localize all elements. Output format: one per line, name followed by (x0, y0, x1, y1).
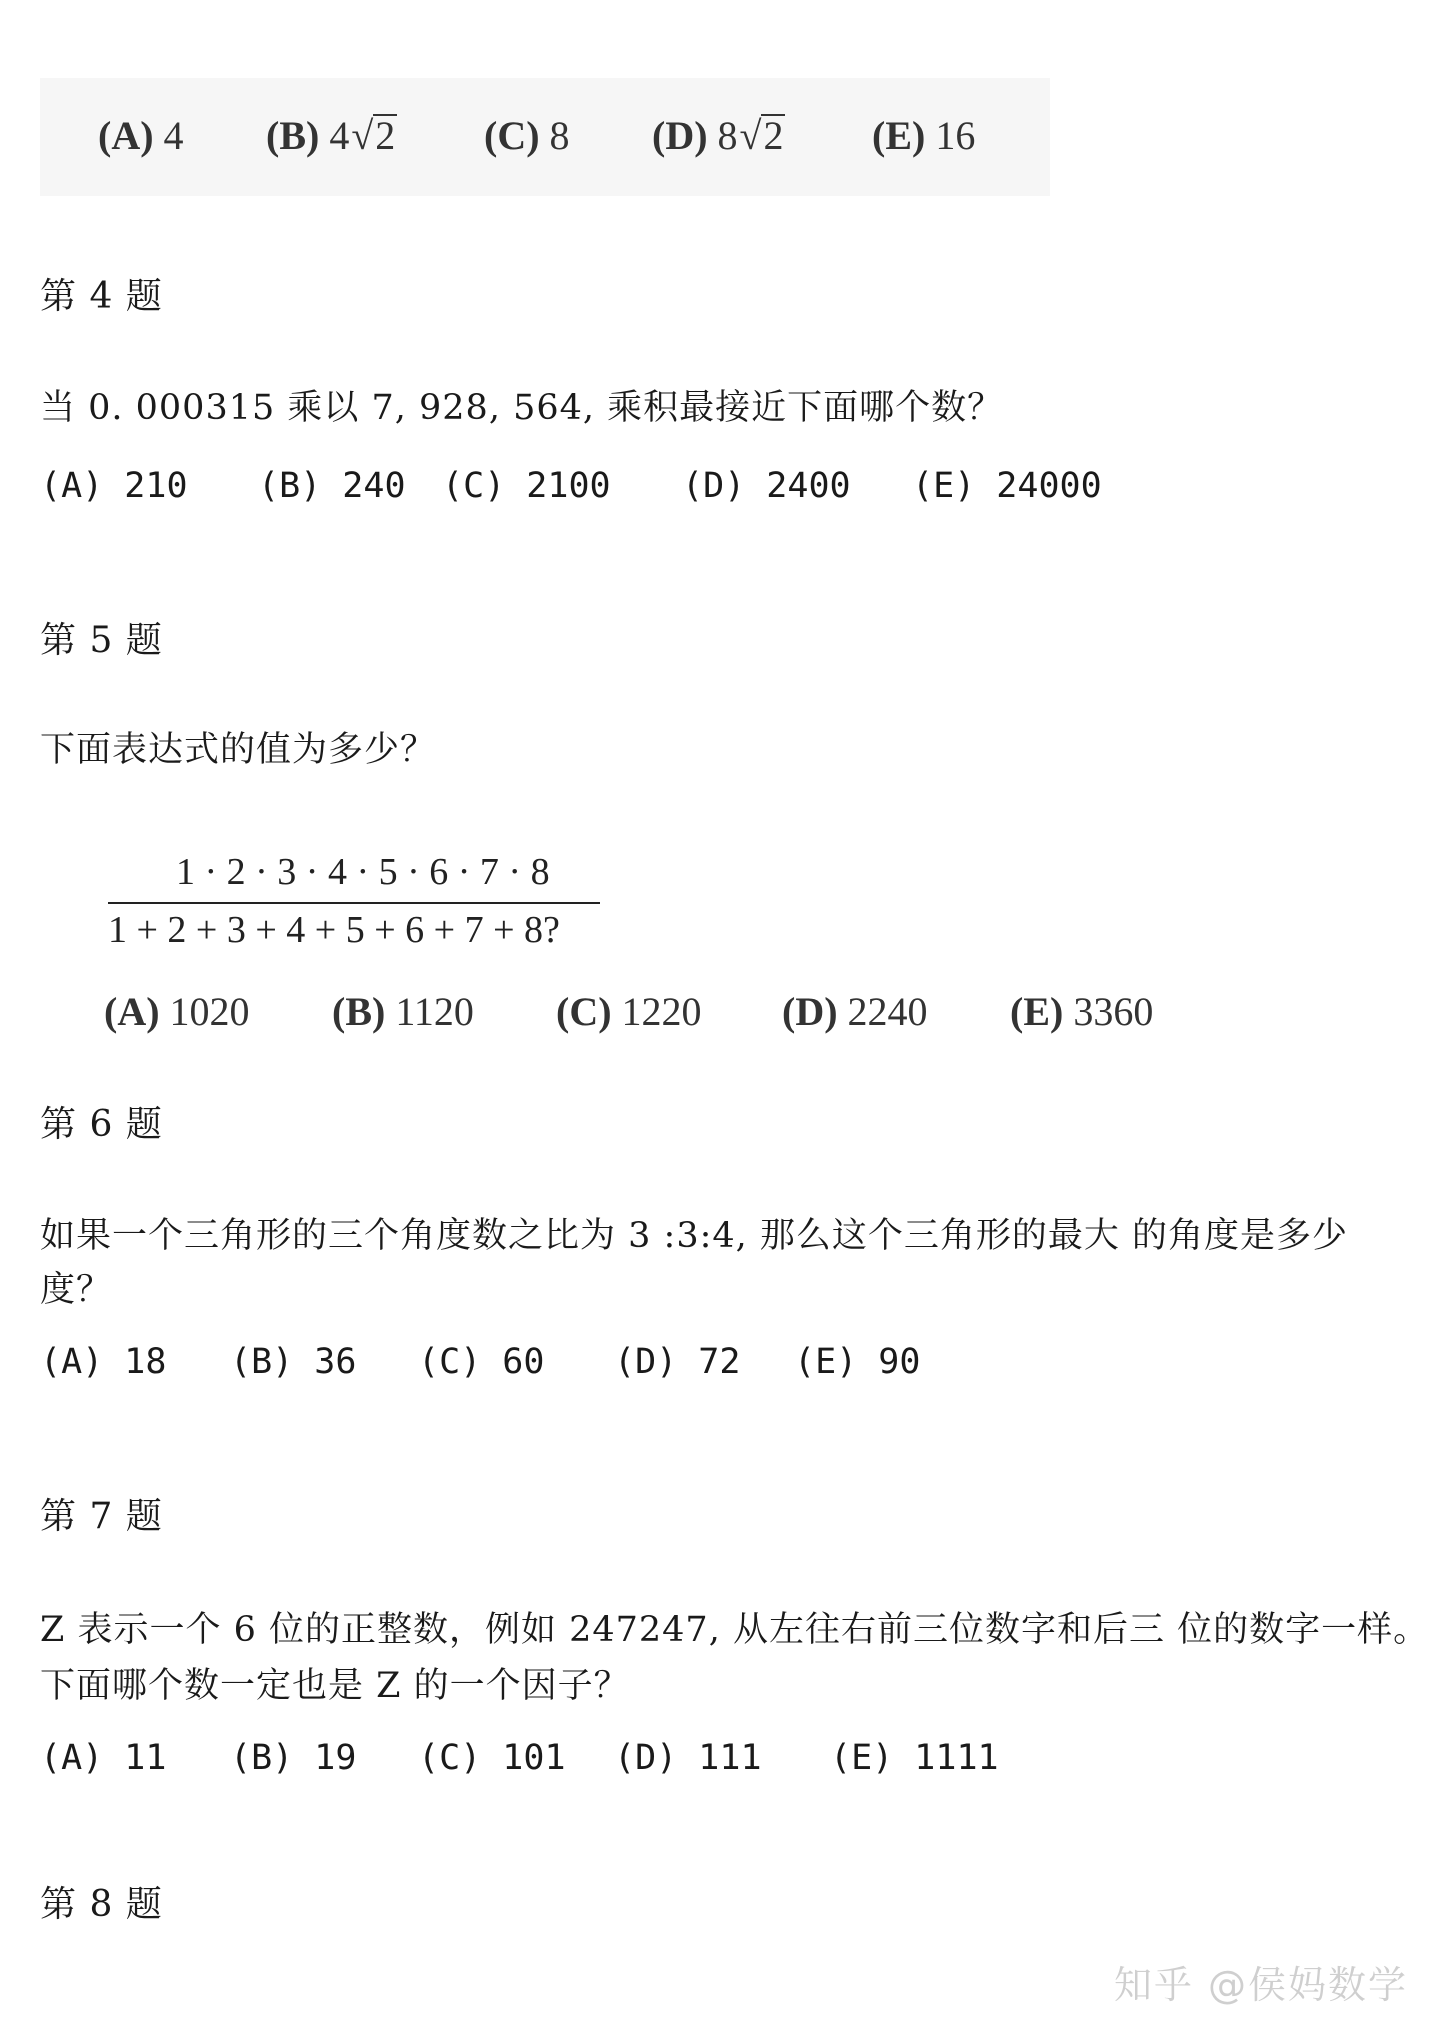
option-label: (A) (40, 466, 104, 506)
q3-option-e (872, 112, 975, 159)
option-value: 1020 (169, 989, 250, 1034)
option-value: 60 (502, 1342, 545, 1382)
option-value: 18 (124, 1342, 167, 1382)
question-mark: ? (543, 909, 560, 951)
q7-question-text-line2: 下面哪个数一定也是 Z 的一个因子？ (40, 1666, 630, 1706)
q7-heading: 第 7 题 (40, 1496, 163, 1537)
q6-option-e (794, 1342, 920, 1382)
option-value: 210 (124, 466, 188, 506)
radicand: 2 (763, 113, 784, 158)
option-label: (E) (872, 113, 926, 158)
option-label: (D) (682, 466, 746, 506)
denominator-text: 1 + 2 + 3 + 4 + 5 + 6 + 7 + 8 (108, 909, 544, 951)
q4-option-a (40, 466, 188, 506)
option-label: (E) (912, 466, 976, 506)
q7-question-text-line1: Z 表示一个 6 位的正整数，例如 247247, 从左往右前三位数字和后三 位的数字一样。 (40, 1610, 1430, 1650)
q6-question-text-line1: 如果一个三角形的三个角度数之比为 3 :3:4, 那么这个三角形的最大 的角度是多少 (40, 1216, 1349, 1256)
option-value: 1111 (914, 1738, 999, 1778)
q5-question-text: 下面表达式的值为多少？ (40, 730, 437, 770)
option-value: 3360 (1073, 989, 1154, 1034)
q5-option-a (104, 988, 250, 1035)
q6-option-c (418, 1342, 544, 1382)
fraction-numerator: 1 · 2 · 3 · 4 · 5 · 6 · 7 · 8 (176, 851, 550, 893)
option-value: 90 (878, 1342, 921, 1382)
sqrt-symbol: √2 (351, 113, 396, 158)
q8-heading: 第 8 题 (40, 1884, 163, 1925)
q7-option-a (40, 1738, 166, 1778)
option-label: (C) (418, 1342, 482, 1382)
q6-option-d (614, 1342, 740, 1382)
q5-option-e (1010, 988, 1153, 1035)
option-label: (E) (794, 1342, 858, 1382)
option-label: (B) (266, 113, 320, 158)
q5-option-b (332, 988, 474, 1035)
option-label: (B) (332, 989, 386, 1034)
q4-question-text: 当 0. 000315 乘以 7, 928, 564, 乘积最接近下面哪个数？ (40, 388, 1004, 428)
option-value: 72 (698, 1342, 741, 1382)
zhihu-watermark: 知乎 @侯妈数学 (1113, 1963, 1408, 2007)
q6-option-b (230, 1342, 356, 1382)
q4-heading: 第 4 题 (40, 276, 163, 317)
option-value: 2100 (526, 466, 611, 506)
q7-option-d (614, 1738, 762, 1778)
option-value: 4 (329, 113, 350, 158)
q3-option-b (266, 112, 397, 159)
option-value: 1220 (621, 989, 702, 1034)
option-value: 19 (314, 1738, 357, 1778)
option-value: 16 (935, 113, 976, 158)
option-label: (A) (104, 989, 160, 1034)
sqrt-symbol: √2 (739, 113, 784, 158)
option-label: (A) (40, 1342, 104, 1382)
q7-option-e (830, 1738, 999, 1778)
option-label: (D) (782, 989, 838, 1034)
option-label: (C) (484, 113, 540, 158)
option-value: 24000 (996, 466, 1102, 506)
q3-option-d (652, 112, 785, 159)
q4-option-c (442, 466, 611, 506)
fraction-bar (108, 902, 600, 904)
option-label: (D) (652, 113, 708, 158)
q3-option-c (484, 112, 570, 159)
option-label: (C) (556, 989, 612, 1034)
option-label: (E) (1010, 989, 1064, 1034)
option-label: (C) (442, 466, 506, 506)
option-value: 101 (502, 1738, 566, 1778)
option-value: 240 (342, 466, 406, 506)
q7-option-c (418, 1738, 566, 1778)
option-label: (B) (230, 1738, 294, 1778)
option-value: 8 (549, 113, 570, 158)
q4-option-e (912, 466, 1102, 506)
option-label: (D) (614, 1738, 678, 1778)
option-value: 36 (314, 1342, 357, 1382)
option-label: (B) (258, 466, 322, 506)
q4-option-d (682, 466, 851, 506)
q5-option-c (556, 988, 702, 1035)
q6-option-a (40, 1342, 166, 1382)
option-value: 2240 (847, 989, 928, 1034)
option-value: 1120 (395, 989, 474, 1034)
option-label: (C) (418, 1738, 482, 1778)
option-label: (D) (614, 1342, 678, 1382)
option-label: (E) (830, 1738, 894, 1778)
option-label: (B) (230, 1342, 294, 1382)
fraction-denominator (108, 908, 560, 952)
option-value: 4 (163, 113, 184, 158)
q4-option-b (258, 466, 406, 506)
q6-question-text-line2: 度？ (40, 1270, 113, 1310)
q5-option-d (782, 988, 928, 1035)
q5-heading: 第 5 题 (40, 620, 163, 661)
radicand: 2 (375, 113, 396, 158)
q7-option-b (230, 1738, 356, 1778)
option-label: (A) (40, 1738, 104, 1778)
q6-heading: 第 6 题 (40, 1104, 163, 1145)
option-value: 8 (717, 113, 738, 158)
q3-option-a (98, 112, 184, 159)
option-value: 111 (698, 1738, 762, 1778)
option-value: 11 (124, 1738, 167, 1778)
option-value: 2400 (766, 466, 851, 506)
option-label: (A) (98, 113, 154, 158)
